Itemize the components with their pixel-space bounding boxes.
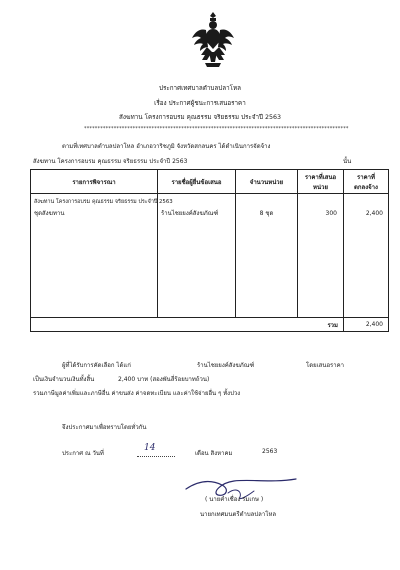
- result-amount-value: 2,400 บาท (สองพันสี่ร้อยบาทถ้วน): [118, 376, 210, 383]
- date-year: 2563: [262, 448, 278, 455]
- qty-value: 8 ชุด: [259, 210, 274, 217]
- header-org-line: ประกาศเทศบาลตำบลปลาโหล: [158, 85, 242, 92]
- header-subject-line: เรื่อง ประกาศผู้ชนะการเสนอราคา: [154, 100, 246, 107]
- item-line-1: สังฆทาน โครงการอบรม คุณธรรม จริยธรรม ประจำปี 2563: [34, 199, 173, 205]
- signer-name: ( นายคำเชื่อง ร่มเกษ ): [205, 496, 264, 503]
- vendor-name: ร้านไชยยงค์สังฆภัณฑ์: [161, 210, 219, 217]
- table-row: [31, 194, 389, 318]
- result-offer-label: โดยเสนอราคา: [306, 362, 345, 369]
- date-day-handwritten: 14: [144, 443, 156, 453]
- header-agreed-line-2: ตกลงจ้าง: [354, 183, 378, 191]
- price-value: 300: [325, 210, 337, 217]
- garuda-emblem-icon: [191, 10, 235, 72]
- date-day-underline: [137, 456, 175, 457]
- date-prefix: ประกาศ ณ วันที่: [62, 450, 104, 457]
- intro-line-1: ตามที่เทศบาลตำบลปลาโหล อำเภอวาริชภูมิ จังหวัดสกลนคร ได้ดำเนินการจัดจ้าง: [62, 143, 271, 150]
- header-price-line-1: ราคาที่เสนอ: [304, 173, 337, 181]
- result-inclusions: รวมภาษีมูลค่าเพิ่มและภาษีอื่น ค่าขนส่ง ค่าจดทะเบียน และค่าใช้จ่ายอื่น ๆ ทั้งปวง: [33, 390, 241, 397]
- header-separator: **************************************************************************************************: [84, 126, 349, 132]
- date-month: เดือน สิงหาคม: [195, 450, 233, 457]
- cell-qty: [236, 194, 298, 318]
- intro-line-2-end: นั้น: [343, 158, 352, 165]
- cell-price: [298, 194, 344, 318]
- cell-agreed: [344, 194, 389, 318]
- header-qty: จำนวนหน่วย: [236, 170, 298, 194]
- cell-vendor: [158, 194, 236, 318]
- header-item: รายการพิจารณา: [31, 170, 158, 194]
- result-winner-name: ร้านไชยยงค์สังฆภัณฑ์: [197, 362, 255, 369]
- table-total-row: [31, 318, 389, 332]
- total-label: รวม: [31, 318, 344, 332]
- total-value: 2,400: [344, 318, 389, 332]
- result-winner-label: ผู้ที่ได้รับการคัดเลือก ได้แก่: [62, 362, 131, 369]
- agreed-value: 2,400: [365, 210, 383, 217]
- header-price-line-2: หน่วย: [313, 183, 328, 191]
- header-agreed: [344, 170, 389, 194]
- closing-announce: จึงประกาศมาเพื่อทราบโดยทั่วกัน: [62, 424, 147, 431]
- signer-title: นายกเทศมนตรีตำบลปลาโหล: [200, 511, 277, 518]
- item-line-2: ชุดสังฆทาน: [34, 210, 65, 217]
- header-vendor: รายชื่อผู้ยื่นข้อเสนอ: [158, 170, 236, 194]
- price-table: [30, 169, 389, 332]
- result-amount-label: เป็นเงินจำนวนเงินทั้งสิ้น: [33, 376, 95, 383]
- header-price: [298, 170, 344, 194]
- cell-item: [31, 194, 173, 318]
- intro-line-2: สังฆทาน โครงการอบรม คุณธรรม จริยธรรม ประจำปี 2563: [33, 158, 188, 165]
- header-agreed-line-1: ราคาที่: [357, 173, 375, 181]
- table-header-row: [31, 170, 389, 194]
- header-project-line: สังฆทาน โครงการอบรม คุณธรรม จริยธรรม ประจำปี 2563: [118, 114, 282, 121]
